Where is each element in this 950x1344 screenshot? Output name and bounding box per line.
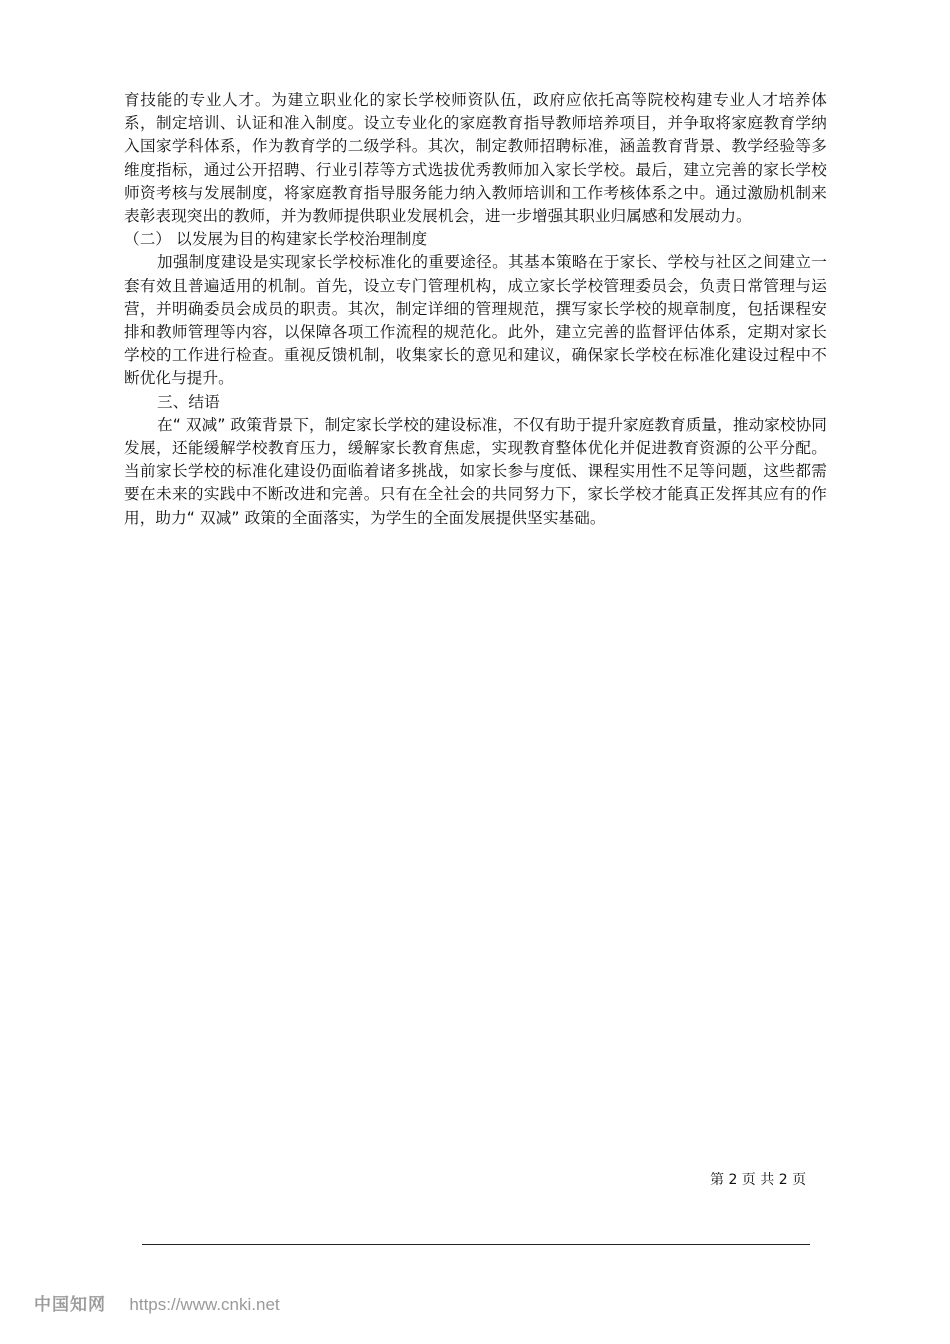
- section-heading-2: （二） 以发展为目的构建家长学校治理制度: [124, 230, 428, 249]
- paragraph-governance: 加强制度建设是实现家长学校标准化的重要途径。其基本策略在于家长、学校与社区之间建立一套有效且普遍适用的机制。首先，设立专门管理机构，成立家长学校管理委员会，负责日常管理与运营，并明确委员会成员的职责。其次，制定详细的管理规范，撰写家长学校的规章制度，包括课程安排和教师管理等内容，以保障各项工作流程的规范化。此外，建立完善的监督评估体系，定期对家长学校的工作进行检查。重视反馈机制，收集家长的意见和建议，确保家长学校在标准化建设过程中不断优化与提升。: [124, 253, 827, 388]
- section-heading-conclusion: 三、结语: [157, 392, 220, 411]
- paragraph-conclusion: 在“ 双减” 政策背景下，制定家长学校的建设标准，不仅有助于提升家庭教育质量，推动家校协同发展，还能缓解学校教育压力，缓解家长教育焦虑，实现教育整体优化并促进教育资源的公平分配。当前家长学校的标准化建设仍面临着诸多挑战，如家长参与度低、课程实用性不足等问题，这些都需要在未来的实践中不断改进和完善。只有在全社会的共同努力下，家长学校才能真正发挥其应有的作用，助力“ 双减” 政策的全面落实，为学生的全面发展提供坚实基础。: [124, 415, 827, 527]
- page-number: 第 2 页 共 2 页: [710, 1172, 807, 1188]
- cnki-watermark: [34, 1293, 280, 1317]
- watermark-url: https://www.cnki.net: [129, 1295, 280, 1314]
- watermark-brand: 中国知网: [34, 1295, 106, 1315]
- paragraph-continuation: 育技能的专业人才。为建立职业化的家长学校师资队伍，政府应依托高等院校构建专业人才培养体系，制定培训、认证和准入制度。设立专业化的家庭教育指导教师培养项目，并争取将家庭教育学纳入国家学科体系，作为教育学的二级学科。其次，制定教师招聘标准，涵盖教育背景、教学经验等多维度指标，通过公开招聘、行业引荐等方式选拔优秀教师加入家长学校。最后，建立完善的家长学校师资考核与发展制度，将家庭教育指导服务能力纳入教师培训和工作考核体系之中。通过激励机制来表彰表现突出的教师，并为教师提供职业发展机会，进一步增强其职业归属感和发展动力。: [124, 91, 827, 226]
- footer-divider: [142, 1244, 810, 1245]
- document-body: [124, 89, 827, 530]
